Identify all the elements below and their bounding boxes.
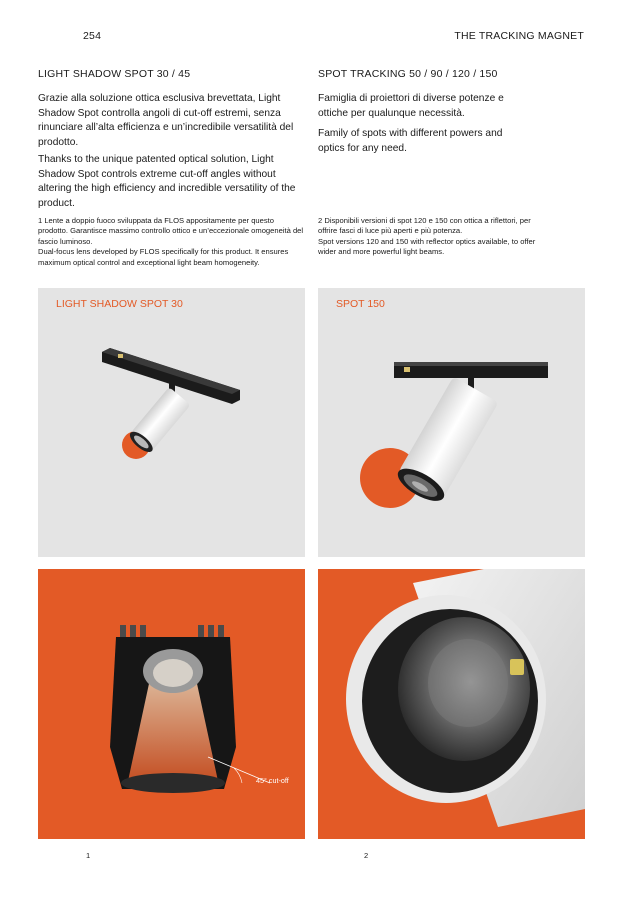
panel-spot-detail bbox=[318, 569, 585, 839]
left-note-it: 1 Lente a doppio fuoco sviluppata da FLOS appositamente per questo prodotto. Garantisce massimo controllo ottico e un’eccezionale omogeneità del fascio luminoso. bbox=[38, 216, 304, 246]
right-note-en: Spot versions 120 and 150 with reflector optics available, to offer wider and more powerful light beams. bbox=[318, 236, 536, 257]
cutoff-section-illustration bbox=[38, 569, 305, 839]
spot-detail-illustration bbox=[318, 569, 585, 839]
page-number: 254 bbox=[83, 30, 102, 42]
light-shadow-spot-illustration bbox=[38, 288, 305, 557]
cutoff-annotation: 45° cut-off bbox=[256, 776, 289, 785]
spot-150-illustration bbox=[318, 288, 585, 557]
right-heading: SPOT TRACKING 50 / 90 / 120 / 150 bbox=[318, 68, 498, 80]
right-note bbox=[318, 216, 548, 258]
right-note-it: 2 Disponibili versioni di spot 120 e 150 con ottica a riflettori, per offrire fasci di luce più aperti e più potenza. bbox=[318, 216, 531, 236]
footer-number-left: 1 bbox=[86, 851, 91, 860]
left-note-en: Dual-focus lens developed by FLOS specifically for this product. It ensures maximum optical control and exceptional light beam homogeneity. bbox=[38, 247, 289, 267]
panel-label-spot-150: SPOT 150 bbox=[336, 298, 385, 310]
panel-cutoff-section bbox=[38, 569, 305, 839]
panel-light-shadow-spot bbox=[38, 288, 305, 557]
section-title: THE TRACKING MAGNET bbox=[454, 30, 584, 42]
left-heading: LIGHT SHADOW SPOT 30 / 45 bbox=[38, 68, 191, 80]
left-paragraph-en: Thanks to the unique patented optical solution, Light Shadow Spot controls extreme cut-off angles without altering the high efficiency and incredible versatility of the product. bbox=[38, 154, 296, 209]
right-paragraph-it: Famiglia di proiettori di diverse potenze e ottiche per qualunque necessità. bbox=[318, 93, 504, 119]
footer-number-right: 2 bbox=[364, 851, 369, 860]
right-paragraph-en: Family of spots with different powers and optics for any need. bbox=[318, 128, 503, 154]
left-paragraph-it: Grazie alla soluzione ottica esclusiva brevettata, Light Shadow Spot controlla angoli di cut-off estremi, senza rinunciare all’alta efficienza e un’incredibile versatilità del prodotto. bbox=[38, 93, 294, 148]
panel-spot-150 bbox=[318, 288, 585, 557]
left-note bbox=[38, 216, 306, 268]
panel-label-light-shadow: LIGHT SHADOW SPOT 30 bbox=[56, 298, 183, 310]
